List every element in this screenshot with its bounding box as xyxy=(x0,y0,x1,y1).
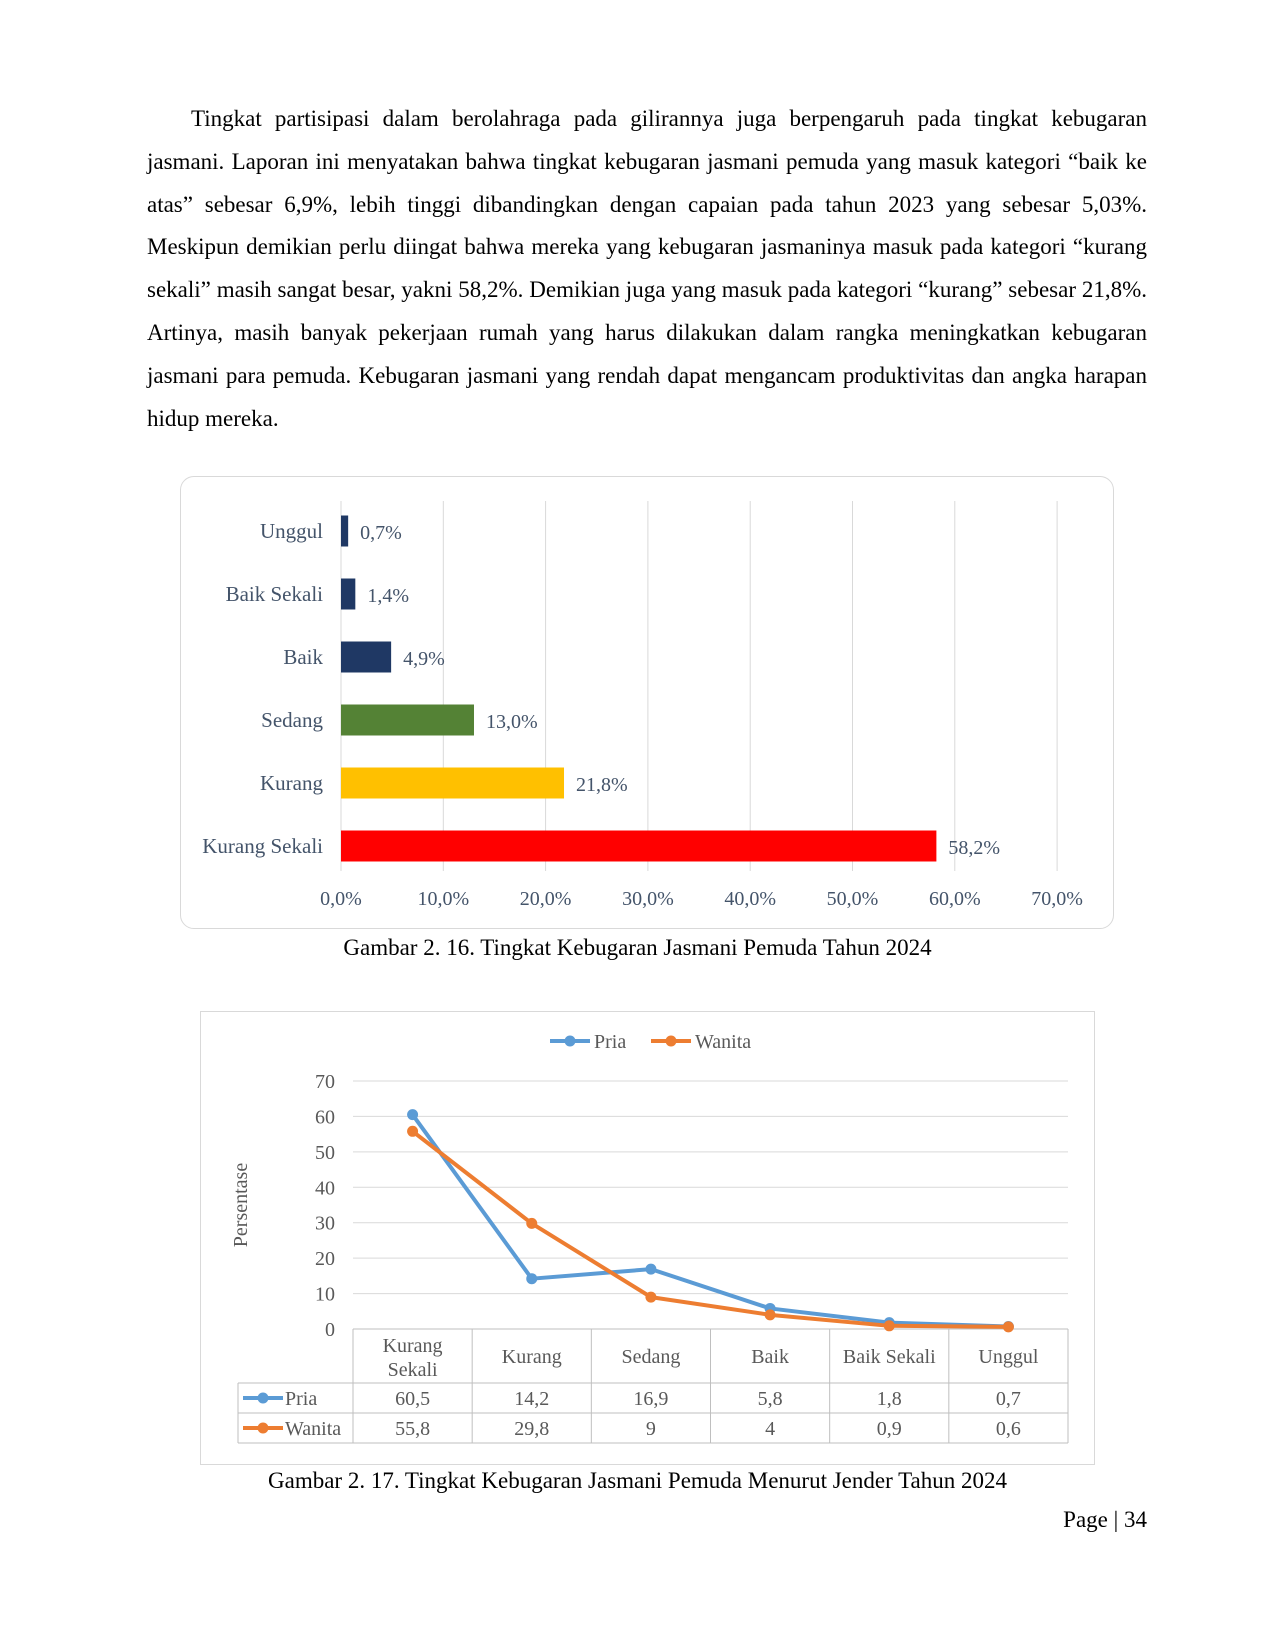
y-tick-label: 30 xyxy=(315,1212,335,1235)
data-label: 4,9% xyxy=(403,648,445,670)
y-tick-label: 70 xyxy=(315,1071,335,1093)
category-label: Kurang Sekali xyxy=(202,834,323,858)
x-tick-label: 60,0% xyxy=(928,888,981,910)
table-cell: 9 xyxy=(645,1418,656,1440)
data-point xyxy=(407,1109,418,1120)
category-label: Baik xyxy=(751,1346,789,1368)
legend-label: Pria xyxy=(594,1031,627,1053)
category-label: Unggul xyxy=(260,519,323,543)
data-label: 0,7% xyxy=(360,522,402,544)
table-series-label: Pria xyxy=(285,1388,318,1410)
category-label: Baik Sekali xyxy=(842,1346,936,1368)
y-tick-label: 20 xyxy=(315,1248,335,1271)
x-tick-label: 70,0% xyxy=(1031,888,1083,910)
x-tick-label: 30,0% xyxy=(622,888,674,910)
x-tick-label: 0,0% xyxy=(320,888,362,910)
fitness-gender-line-chart xyxy=(200,1011,1095,1465)
fitness-gender-line-chart-svg xyxy=(201,1012,1094,1464)
bar xyxy=(341,516,348,547)
category-label: Sedang xyxy=(261,708,323,732)
y-axis-label: Persentase xyxy=(230,1162,252,1248)
data-point xyxy=(645,1264,656,1275)
table-cell: 5,8 xyxy=(757,1388,783,1410)
table-series-label: Wanita xyxy=(285,1418,342,1440)
x-tick-label: 10,0% xyxy=(417,888,470,910)
data-point xyxy=(1003,1321,1014,1332)
data-point xyxy=(765,1309,776,1320)
category-label: Kurang xyxy=(382,1335,443,1357)
table-cell: 4 xyxy=(765,1418,776,1440)
data-label: 13,0% xyxy=(485,711,538,733)
body-paragraph: Tingkat partisipasi dalam berolahraga pada gilirannya juga berpengaruh pada tingkat kebugaran jasmani. Laporan ini menyatakan bahwa tingkat kebugaran jasmani pemuda yang masuk kategori “baik ke atas” sebesar 6,9%, lebih tinggi dibandingkan dengan capaian pada tahun 2023 yang sebesar 5,03%. Meskipun demikian perlu diingat bahwa mereka yang kebugaran jasmaninya masuk pada kategori “kurang sekali” masih sangat besar, yakni 58,2%. Demikian juga yang masuk pada kategori “kurang” sebesar 21,8%. Artinya, masih banyak pekerjaan rumah yang harus dilakukan dalam rangka meningkatkan kebugaran jasmani para pemuda. Kebugaran jasmani yang rendah dapat mengancam produktivitas dan angka harapan hidup mereka. xyxy=(147,106,1147,431)
category-label: Kurang xyxy=(501,1346,562,1368)
data-point xyxy=(884,1320,895,1331)
table-cell: 29,8 xyxy=(514,1418,550,1440)
category-label: Unggul xyxy=(978,1346,1039,1368)
table-cell: 55,8 xyxy=(395,1418,431,1440)
page-number: Page | 34 xyxy=(1063,1507,1147,1532)
bar xyxy=(341,579,355,610)
data-point xyxy=(407,1126,418,1137)
y-tick-label: 60 xyxy=(315,1106,335,1129)
x-tick-label: 20,0% xyxy=(519,888,572,910)
y-tick-label: 10 xyxy=(315,1283,335,1306)
category-label: Sedang xyxy=(621,1346,681,1368)
y-tick-label: 50 xyxy=(315,1141,335,1164)
category-label: Kurang xyxy=(260,771,323,795)
table-cell: 0,7 xyxy=(995,1388,1021,1410)
fitness-bar-chart-svg xyxy=(181,477,1113,928)
data-point xyxy=(645,1292,656,1303)
legend-marker xyxy=(565,1036,576,1047)
table-cell: 60,5 xyxy=(395,1388,431,1410)
y-tick-label: 40 xyxy=(315,1177,335,1200)
y-tick-label: 0 xyxy=(325,1319,335,1341)
data-label: 58,2% xyxy=(948,837,1001,859)
legend-label: Wanita xyxy=(695,1031,752,1053)
table-legend-marker xyxy=(258,1393,269,1404)
table-cell: 0,9 xyxy=(876,1418,902,1440)
category-label: Baik Sekali xyxy=(225,582,323,606)
bar xyxy=(341,705,474,736)
table-legend-marker xyxy=(258,1423,269,1434)
bar xyxy=(341,768,564,799)
category-label: Baik xyxy=(283,645,323,669)
data-label: 1,4% xyxy=(367,585,409,607)
table-cell: 0,6 xyxy=(995,1418,1021,1440)
series-line xyxy=(413,1115,1009,1327)
figure-caption-2-17: Gambar 2. 17. Tingkat Kebugaran Jasmani Pemuda Menurut Jender Tahun 2024 xyxy=(268,1468,1007,1493)
data-point xyxy=(526,1273,537,1284)
table-cell: 16,9 xyxy=(633,1388,669,1410)
bar xyxy=(341,831,936,862)
table-cell: 14,2 xyxy=(514,1388,550,1410)
bar xyxy=(341,642,391,673)
data-label: 21,8% xyxy=(576,774,628,796)
x-tick-label: 40,0% xyxy=(724,888,777,910)
legend-marker xyxy=(666,1036,677,1047)
fitness-bar-chart xyxy=(180,476,1114,929)
data-point xyxy=(526,1218,537,1229)
x-tick-label: 50,0% xyxy=(826,888,879,910)
table-cell: 1,8 xyxy=(876,1388,902,1410)
figure-caption-2-16: Gambar 2. 16. Tingkat Kebugaran Jasmani Pemuda Tahun 2024 xyxy=(343,935,932,960)
series-line xyxy=(413,1131,1009,1327)
category-label: Sekali xyxy=(387,1359,438,1381)
